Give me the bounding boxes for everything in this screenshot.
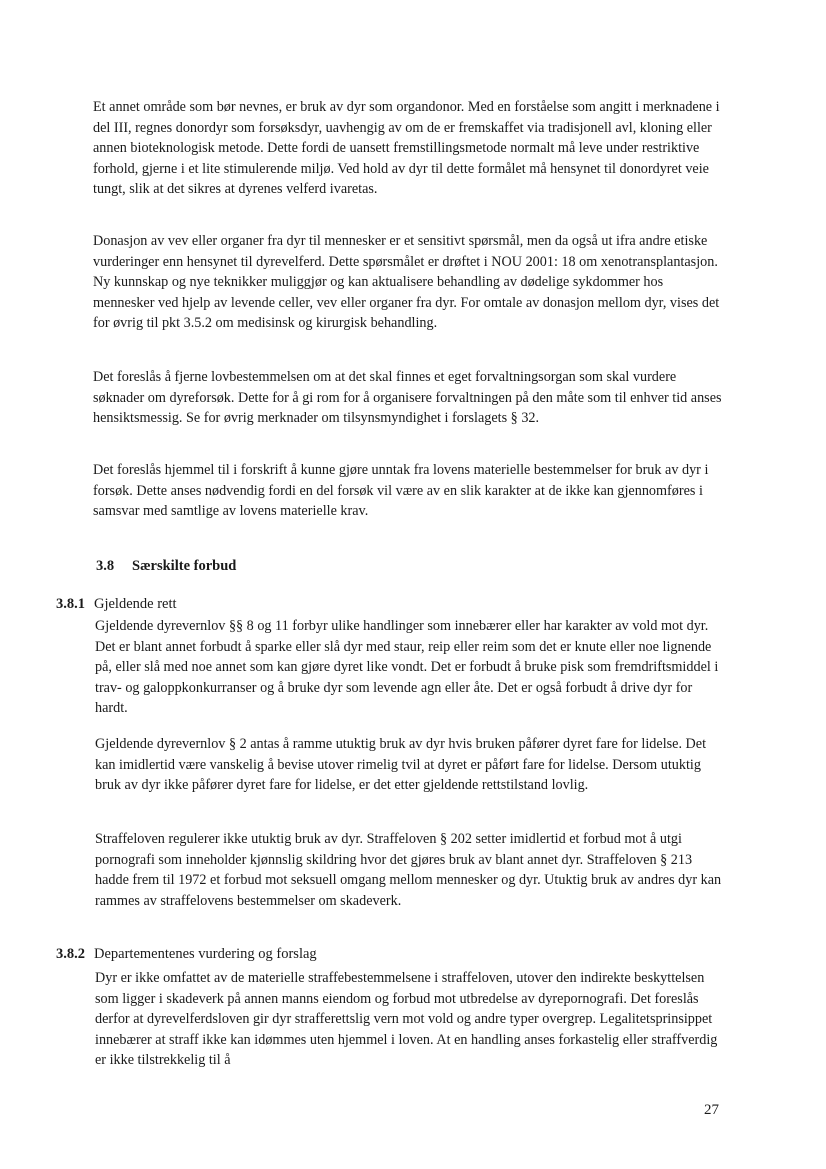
paragraph-organ-donor: Et annet område som bør nevnes, er bruk av dyr som organdonor. Med en forståelse som angitt i merknadene i del III, regnes donordyr som forsøksdyr, uavhengig av om de er fremskaffet via tradisjonell avl, kloning eller annen bioteknologisk metode. Dette fordi de uansett fremstillingsmetode normalt må leve under restriktive forhold, gjerne i et lite stimulerende miljø. Ved hold av dyr til dette formålet må hensynet til donordyret veie tungt, slik at det sikres at dyrenes velferd ivaretas.: [93, 99, 720, 198]
subsection-number: 3.8.2: [56, 946, 85, 962]
paragraph-violence-prohibition: Gjeldende dyrevernlov §§ 8 og 11 forbyr ulike handlinger som innebærer eller har karakter av vold mot dyr. Det er blant annet forbudt å sparke eller slå dyr med staur, reip eller reim som det er knute eller noe lignende på, eller slå med noe annet som kan gjøre dyret like vondt. Det er forbudt å bruke pisk som fremdriftsmiddel i trav- og galoppkonkurranser og å bruke dyr som levende agn eller åte. Det er også forbudt å drive dyr for hardt.: [95, 618, 719, 717]
paragraph-administrative-body: Det foreslås å fjerne lovbestemmelsen om at det skal finnes et eget forvaltningsorgan som skal vurdere søknader om dyreforsøk. Dette for å gi rom for å organisere forvaltningen på den måte som til enhver tid anses hensiktsmessig. Se for øvrig merknader om tilsynsmyndighet i forslagets § 32.: [93, 369, 722, 427]
section-heading-3-8: [96, 556, 236, 576]
page-number: 27: [704, 1102, 719, 1118]
section-title: Særskilte forbud: [132, 558, 237, 574]
paragraph-indecent-use: Gjeldende dyrevernlov § 2 antas å ramme utuktig bruk av dyr hvis bruken påfører dyret fare for lidelse. Det kan imidlertid være vanskelig å bevise utover rimelig tvil at dyret er påført fare for lidelse. Dersom utuktig bruk av dyr ikke påfører dyret fare for lidelse, er det etter gjeldende rettstilstand lovlig.: [95, 736, 707, 794]
subsection-title: Gjeldende rett: [94, 596, 177, 612]
paragraph-ministry-assessment: Dyr er ikke omfattet av de materielle straffebestemmelsene i straffeloven, utover den indirekte beskyttelsen som ligger i skadeverk på annen manns eiendom og forbud mot utbredelse av dyrepornografi. Det foreslås derfor at dyrevelferdsloven gir dyr strafferettslig vern mot vold og andre typer overgrep. Legalitetsprinsippet innebærer at straff ikke kan idømmes uten hjemmel i loven. At en handling anses forkastelig eller straffverdig er ikke tilstrekkelig til å: [95, 970, 718, 1069]
section-number: 3.8: [96, 558, 115, 574]
subsection-heading-3-8-2: [56, 944, 317, 964]
subsection-title: Departementenes vurdering og forslag: [94, 946, 317, 962]
paragraph-xenotransplantation: Donasjon av vev eller organer fra dyr til mennesker er et sensitivt spørsmål, men da også ut ifra andre etiske vurderinger enn hensynet til dyrevelferd. Dette spørsmålet er drøftet i NOU 2001: 18 om xenotransplantasjon. Ny kunnskap og nye teknikker muliggjør og kan aktualisere behandling av dødelige sykdommer hos mennesker ved hjelp av levende celler, vev eller organer fra dyr. For omtale av donasjon mellom dyr, vises det for øvrig til pkt 3.5.2 om medisinsk og kirurgisk behandling.: [93, 233, 720, 332]
paragraph-exemption-regulation: Det foreslås hjemmel til i forskrift å kunne gjøre unntak fra lovens materielle bestemmelser for bruk av dyr i forsøk. Dette anses nødvendig fordi en del forsøk vil være av en slik karakter at de ikke kan gjennomføres i samsvar med samtlige av lovens materielle krav.: [93, 462, 709, 520]
subsection-number: 3.8.1: [56, 596, 85, 612]
subsection-heading-3-8-1: [56, 594, 177, 614]
paragraph-penal-code: Straffeloven regulerer ikke utuktig bruk av dyr. Straffeloven § 202 setter imidlertid et forbud mot å utgi pornografi som inneholder kjønnslig skildring hvor det gjøres bruk av blant annet dyr. Straffeloven § 213 hadde frem til 1972 et forbud mot seksuell omgang mellom mennesker og dyr. Utuktig bruk av andres dyr kan rammes av straffelovens bestemmelser om skadeverk.: [95, 831, 722, 909]
